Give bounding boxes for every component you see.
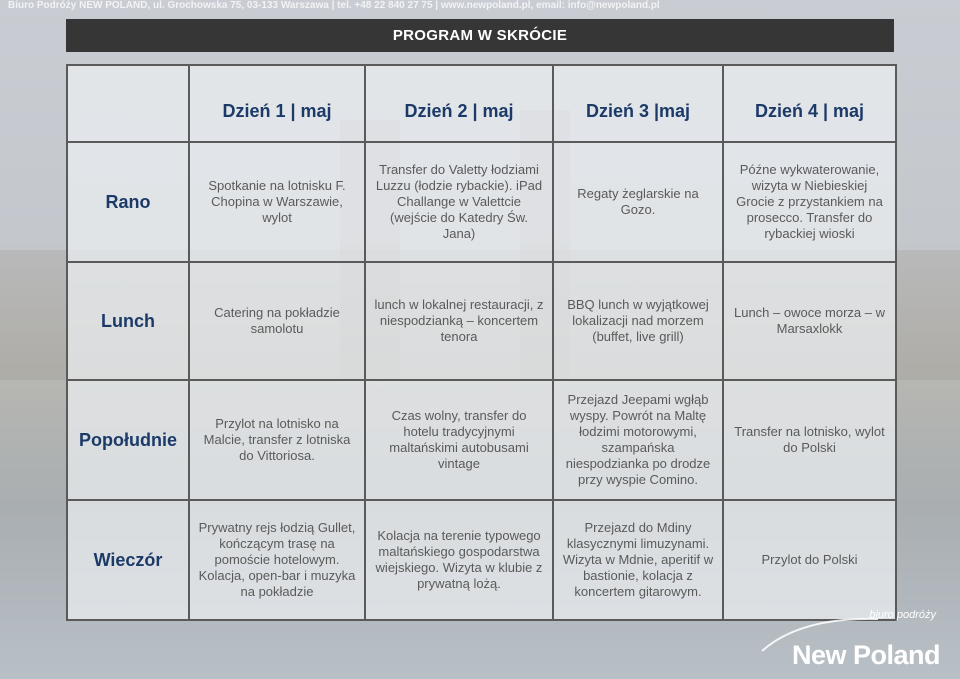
schedule-cell: Lunch – owoce morza – w Marsaxlokk [723,262,896,380]
schedule-cell: Kolacja na terenie typowego maltańskiego gospodarstwa wiejskiego. Wizyta w klubie z prywatną lożą. [365,500,553,620]
schedule-cell: lunch w lokalnej restauracji, z niespodzianką – koncertem tenora [365,262,553,380]
logo-text: New Poland [791,640,940,670]
day-header-1: Dzień 1 | maj [189,65,365,142]
logo-subtitle: biuro podróży [869,609,936,621]
row-label-popoludnie: Popołudnie [67,380,189,500]
schedule-cell: Przylot do Polski [723,500,896,620]
schedule-cell: Catering na pokładzie samolotu [189,262,365,380]
day-header-4: Dzień 4 | maj [723,65,896,142]
row-label-wieczor: Wieczór [67,500,189,620]
schedule-cell: Regaty żeglarskie na Gozo. [553,142,723,262]
header-contact-line: Biuro Podróży NEW POLAND, ul. Grochowska 75, 03-133 Warszawa | tel. +48 22 840 27 75 | www.newpoland.pl, email: info@newpoland.pl [8,0,660,11]
page-title: PROGRAM W SKRÓCIE [66,19,894,52]
row-label-lunch: Lunch [67,262,189,380]
day-header-2: Dzień 2 | maj [365,65,553,142]
table-corner-cell [67,65,189,142]
schedule-cell: Przejazd Jeepami wgłąb wyspy. Powrót na Maltę łodzimi motorowymi, szampańska niespodzianka po drodze przy wyspie Comino. [553,380,723,500]
day-header-3: Dzień 3 |maj [553,65,723,142]
schedule-cell: Przejazd do Mdiny klasycznymi limuzynami. Wizyta w Mdnie, aperitif w bastionie, kolacja z koncertem gitarowym. [553,500,723,620]
schedule-cell: Czas wolny, transfer do hotelu tradycyjnymi maltańskimi autobusami vintage [365,380,553,500]
schedule-cell: Późne wykwaterowanie, wizyta w Niebieskiej Grocie z przystankiem na prosecco. Transfer do rybackiej wioski [723,142,896,262]
schedule-cell: Spotkanie na lotnisku F. Chopina w Warszawie, wylot [189,142,365,262]
table-row-wieczor [67,500,896,620]
new-poland-logo [760,609,950,671]
schedule-cell: Prywatny rejs łodzią Gullet, kończącym trasę na pomoście hotelowym. Kolacja, open-bar i muzyka na pokładzie [189,500,365,620]
schedule-cell: Przylot na lotnisko na Malcie, transfer z lotniska do Vittoriosa. [189,380,365,500]
schedule-cell: Transfer do Valetty łodziami Luzzu (łodzie rybackie). iPad Challange w Valettcie (wejście do Katedry Św. Jana) [365,142,553,262]
schedule-table [66,64,897,621]
table-row-popoludnie [67,380,896,500]
schedule-cell: Transfer na lotnisko, wylot do Polski [723,380,896,500]
row-label-rano: Rano [67,142,189,262]
table-header-row [67,65,896,142]
table-row-rano [67,142,896,262]
schedule-cell: BBQ lunch w wyjątkowej lokalizacji nad morzem (buffet, live grill) [553,262,723,380]
table-row-lunch [67,262,896,380]
